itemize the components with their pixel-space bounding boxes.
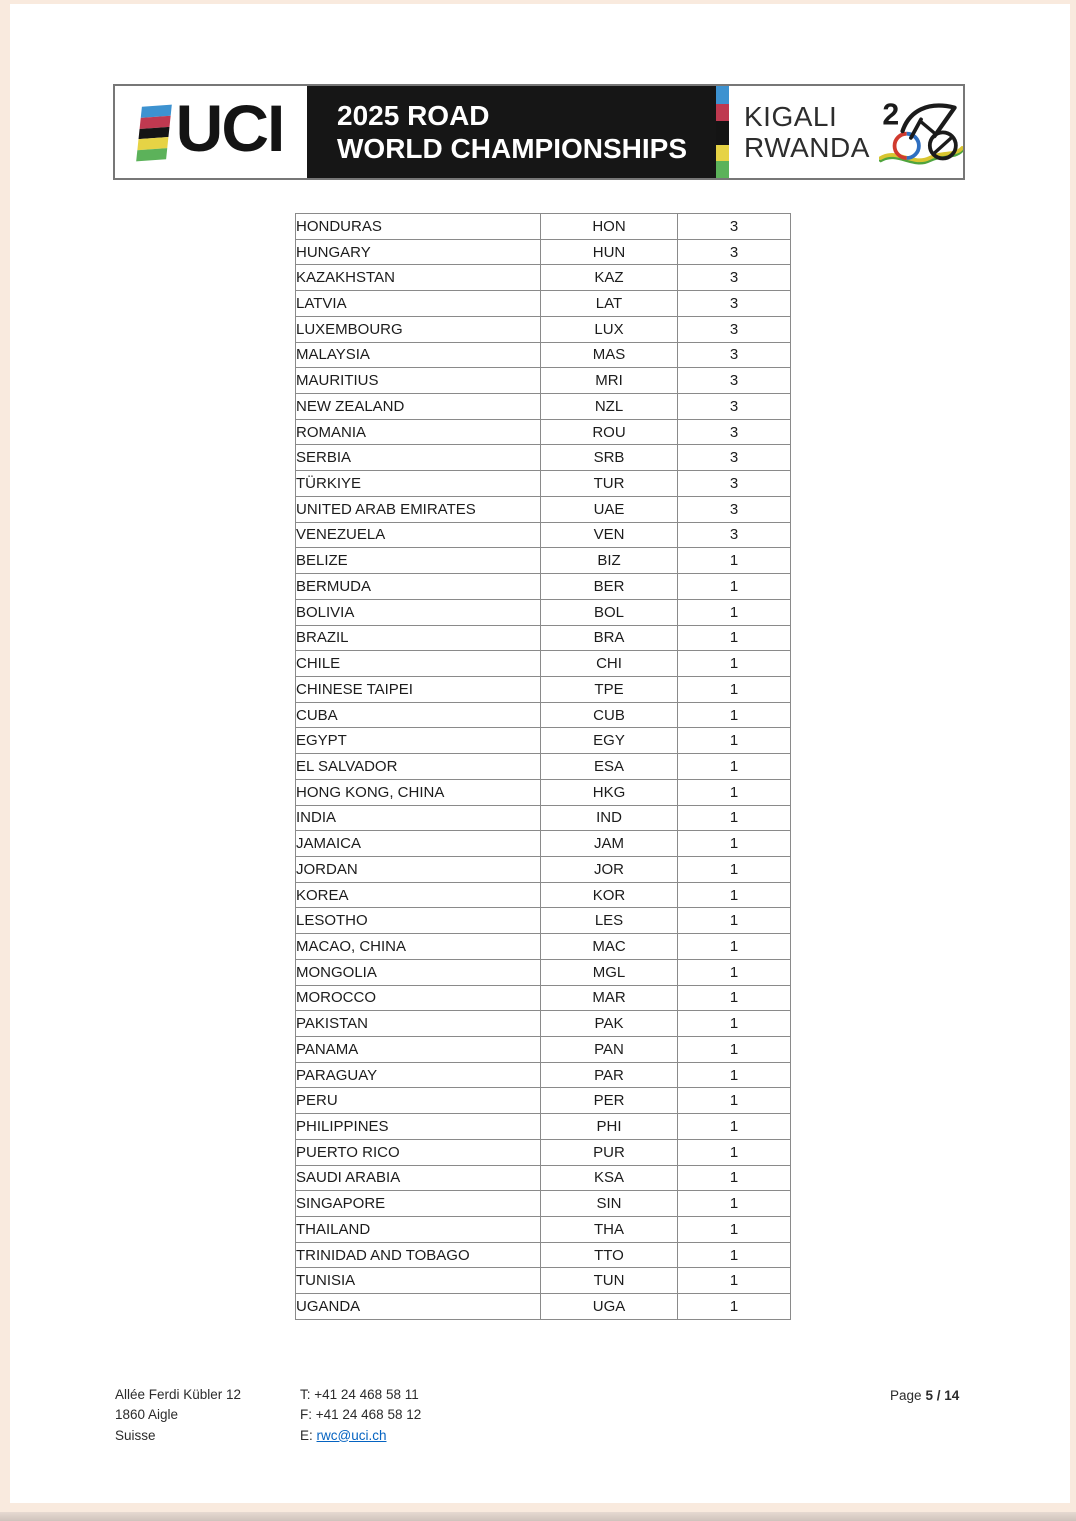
cell-code: EGY xyxy=(541,728,678,754)
cell-code: BIZ xyxy=(541,548,678,574)
cell-quota: 1 xyxy=(678,728,791,754)
cell-quota: 1 xyxy=(678,1294,791,1320)
address-line-street: Allée Ferdi Kübler 12 xyxy=(115,1387,242,1402)
cell-country: MACAO, CHINA xyxy=(296,934,541,960)
cell-code: KSA xyxy=(541,1165,678,1191)
rainbow-stripe xyxy=(716,121,729,144)
table-row xyxy=(296,291,791,317)
event-title-line2: WORLD CHAMPIONSHIPS xyxy=(337,133,687,164)
event-title-line1: 2025 ROAD xyxy=(337,99,490,131)
cell-quota: 3 xyxy=(678,496,791,522)
rainbow-stripe xyxy=(716,161,729,178)
cell-quota: 3 xyxy=(678,265,791,291)
cell-code: VEN xyxy=(541,522,678,548)
table-row xyxy=(296,651,791,677)
table-row xyxy=(296,239,791,265)
cell-country: PARAGUAY xyxy=(296,1062,541,1088)
table-row xyxy=(296,1088,791,1114)
cell-quota: 1 xyxy=(678,856,791,882)
cell-country: LESOTHO xyxy=(296,908,541,934)
cell-quota: 3 xyxy=(678,445,791,471)
cell-quota: 1 xyxy=(678,1268,791,1294)
table-row xyxy=(296,1217,791,1243)
cell-quota: 1 xyxy=(678,908,791,934)
nations-quota-table xyxy=(295,213,791,1320)
cell-quota: 1 xyxy=(678,599,791,625)
event-title xyxy=(307,86,716,178)
location-line2: RWANDA xyxy=(744,132,870,163)
cell-country: MALAYSIA xyxy=(296,342,541,368)
cell-country: BOLIVIA xyxy=(296,599,541,625)
table-row xyxy=(296,831,791,857)
uci-rainbow-stripes-icon xyxy=(136,105,172,162)
table-row xyxy=(296,1294,791,1320)
cell-code: NZL xyxy=(541,394,678,420)
table-row xyxy=(296,959,791,985)
email-link[interactable]: rwc@uci.ch xyxy=(316,1427,387,1443)
table-row xyxy=(296,1011,791,1037)
table-row xyxy=(296,265,791,291)
cell-country: MONGOLIA xyxy=(296,959,541,985)
cell-code: LES xyxy=(541,908,678,934)
table-row xyxy=(296,214,791,240)
cell-code: HKG xyxy=(541,779,678,805)
cell-code: KOR xyxy=(541,882,678,908)
cell-quota: 1 xyxy=(678,959,791,985)
cell-quota: 1 xyxy=(678,754,791,780)
cell-code: BRA xyxy=(541,625,678,651)
cell-quota: 1 xyxy=(678,676,791,702)
cell-country: INDIA xyxy=(296,805,541,831)
cell-quota: 1 xyxy=(678,1217,791,1243)
cell-country: LATVIA xyxy=(296,291,541,317)
cell-code: ESA xyxy=(541,754,678,780)
rainbow-stripe xyxy=(716,145,729,162)
cell-code: IND xyxy=(541,805,678,831)
cell-code: JOR xyxy=(541,856,678,882)
cell-code: PHI xyxy=(541,1114,678,1140)
cell-code: PAR xyxy=(541,1062,678,1088)
fax-line: F: +41 24 468 58 12 xyxy=(300,1407,422,1423)
cell-quota: 1 xyxy=(678,1242,791,1268)
cell-code: PAK xyxy=(541,1011,678,1037)
cell-quota: 1 xyxy=(678,934,791,960)
cell-code: SIN xyxy=(541,1191,678,1217)
cell-quota: 1 xyxy=(678,882,791,908)
cell-country: PERU xyxy=(296,1088,541,1114)
table-row xyxy=(296,394,791,420)
uci-wordmark: UCI xyxy=(175,91,284,166)
rainbow-divider-icon xyxy=(716,86,729,178)
cell-code: TTO xyxy=(541,1242,678,1268)
uci-logo xyxy=(115,86,307,178)
table-row xyxy=(296,805,791,831)
cell-quota: 1 xyxy=(678,651,791,677)
cell-country: TÜRKIYE xyxy=(296,471,541,497)
logo-digit-2: 2 xyxy=(882,98,900,132)
cell-country: VENEZUELA xyxy=(296,522,541,548)
table-row xyxy=(296,496,791,522)
table-row xyxy=(296,1037,791,1063)
table-row xyxy=(296,754,791,780)
cell-quota: 1 xyxy=(678,625,791,651)
table-row xyxy=(296,676,791,702)
cell-quota: 1 xyxy=(678,574,791,600)
cell-country: SAUDI ARABIA xyxy=(296,1165,541,1191)
cell-country: UNITED ARAB EMIRATES xyxy=(296,496,541,522)
cell-country: EL SALVADOR xyxy=(296,754,541,780)
table-row xyxy=(296,522,791,548)
cell-code: BOL xyxy=(541,599,678,625)
cell-country: TRINIDAD AND TOBAGO xyxy=(296,1242,541,1268)
cell-quota: 1 xyxy=(678,1139,791,1165)
cell-country: BELIZE xyxy=(296,548,541,574)
table-row xyxy=(296,702,791,728)
table-row xyxy=(296,1191,791,1217)
document-page xyxy=(10,4,1070,1503)
kigali-2025-cyclist-logo-icon xyxy=(879,94,963,170)
cell-country: MAURITIUS xyxy=(296,368,541,394)
cell-quota: 3 xyxy=(678,239,791,265)
cell-quota: 1 xyxy=(678,831,791,857)
cell-code: PUR xyxy=(541,1139,678,1165)
quota-table-body xyxy=(296,214,791,1320)
cell-country: MOROCCO xyxy=(296,985,541,1011)
cell-quota: 1 xyxy=(678,1062,791,1088)
cell-country: TUNISIA xyxy=(296,1268,541,1294)
cell-quota: 3 xyxy=(678,214,791,240)
cell-quota: 1 xyxy=(678,1191,791,1217)
cell-country: BERMUDA xyxy=(296,574,541,600)
table-row xyxy=(296,934,791,960)
footer-contact xyxy=(300,1385,421,1446)
table-row xyxy=(296,445,791,471)
footer-address xyxy=(115,1385,241,1446)
cell-country: PHILIPPINES xyxy=(296,1114,541,1140)
cell-code: ROU xyxy=(541,419,678,445)
table-row xyxy=(296,856,791,882)
address-line-country: Suisse xyxy=(115,1427,156,1443)
event-location-text xyxy=(744,101,870,164)
cell-country: KOREA xyxy=(296,882,541,908)
rainbow-stripe xyxy=(716,86,729,104)
cell-quota: 1 xyxy=(678,779,791,805)
cell-code: HON xyxy=(541,214,678,240)
cell-country: JORDAN xyxy=(296,856,541,882)
cell-code: MGL xyxy=(541,959,678,985)
table-row xyxy=(296,625,791,651)
cell-quota: 3 xyxy=(678,522,791,548)
cell-quota: 3 xyxy=(678,316,791,342)
event-location xyxy=(729,86,963,178)
cell-country: NEW ZEALAND xyxy=(296,394,541,420)
cell-code: MAC xyxy=(541,934,678,960)
cell-quota: 3 xyxy=(678,291,791,317)
cell-code: LAT xyxy=(541,291,678,317)
table-row xyxy=(296,1242,791,1268)
table-row xyxy=(296,1139,791,1165)
cell-country: EGYPT xyxy=(296,728,541,754)
page-value: 5 / 14 xyxy=(925,1388,960,1403)
cell-code: MRI xyxy=(541,368,678,394)
table-row xyxy=(296,1114,791,1140)
rainbow-stripe xyxy=(716,104,729,121)
cell-country: JAMAICA xyxy=(296,831,541,857)
cell-code: TPE xyxy=(541,676,678,702)
phone-line: T: +41 24 468 58 11 xyxy=(300,1387,419,1402)
cell-country: PUERTO RICO xyxy=(296,1139,541,1165)
cell-quota: 3 xyxy=(678,394,791,420)
table-row xyxy=(296,1165,791,1191)
cell-quota: 1 xyxy=(678,985,791,1011)
cell-country: UGANDA xyxy=(296,1294,541,1320)
table-row xyxy=(296,1062,791,1088)
cell-code: SRB xyxy=(541,445,678,471)
cell-code: BER xyxy=(541,574,678,600)
cell-country: SERBIA xyxy=(296,445,541,471)
cell-country: PAKISTAN xyxy=(296,1011,541,1037)
cell-country: BRAZIL xyxy=(296,625,541,651)
location-line1: KIGALI xyxy=(744,100,838,132)
cell-code: HUN xyxy=(541,239,678,265)
cell-country: SINGAPORE xyxy=(296,1191,541,1217)
cell-country: LUXEMBOURG xyxy=(296,316,541,342)
table-row xyxy=(296,471,791,497)
cell-quota: 1 xyxy=(678,1088,791,1114)
rainbow-stripe xyxy=(136,148,167,161)
cell-code: MAR xyxy=(541,985,678,1011)
cell-code: UAE xyxy=(541,496,678,522)
table-row xyxy=(296,779,791,805)
cell-quota: 3 xyxy=(678,342,791,368)
cell-quota: 3 xyxy=(678,368,791,394)
cell-quota: 1 xyxy=(678,1165,791,1191)
cell-country: ROMANIA xyxy=(296,419,541,445)
cell-country: PANAMA xyxy=(296,1037,541,1063)
table-row xyxy=(296,342,791,368)
cell-quota: 1 xyxy=(678,1037,791,1063)
cell-quota: 1 xyxy=(678,548,791,574)
event-banner xyxy=(113,84,965,180)
cell-country: THAILAND xyxy=(296,1217,541,1243)
cell-code: PER xyxy=(541,1088,678,1114)
cell-quota: 1 xyxy=(678,805,791,831)
table-row xyxy=(296,419,791,445)
cell-code: LUX xyxy=(541,316,678,342)
table-row xyxy=(296,728,791,754)
cell-code: KAZ xyxy=(541,265,678,291)
email-line xyxy=(300,1426,421,1446)
page-label: Page xyxy=(890,1388,922,1403)
viewer-bottom-edge xyxy=(0,1512,1076,1521)
cell-country: HUNGARY xyxy=(296,239,541,265)
cell-quota: 3 xyxy=(678,419,791,445)
email-label: E: xyxy=(300,1427,317,1443)
page-indicator xyxy=(890,1388,959,1403)
cell-code: JAM xyxy=(541,831,678,857)
cell-quota: 3 xyxy=(678,471,791,497)
cell-country: CHINESE TAIPEI xyxy=(296,676,541,702)
table-row xyxy=(296,1268,791,1294)
cell-country: CUBA xyxy=(296,702,541,728)
cell-country: CHILE xyxy=(296,651,541,677)
table-row xyxy=(296,316,791,342)
table-row xyxy=(296,882,791,908)
cell-code: PAN xyxy=(541,1037,678,1063)
cell-code: TUR xyxy=(541,471,678,497)
cell-country: HONG KONG, CHINA xyxy=(296,779,541,805)
table-row xyxy=(296,908,791,934)
cell-quota: 1 xyxy=(678,1114,791,1140)
cell-code: CUB xyxy=(541,702,678,728)
table-row xyxy=(296,985,791,1011)
cell-code: UGA xyxy=(541,1294,678,1320)
table-row xyxy=(296,368,791,394)
table-row xyxy=(296,574,791,600)
cell-quota: 1 xyxy=(678,702,791,728)
table-row xyxy=(296,548,791,574)
cell-code: THA xyxy=(541,1217,678,1243)
cell-code: MAS xyxy=(541,342,678,368)
cell-quota: 1 xyxy=(678,1011,791,1037)
cell-code: CHI xyxy=(541,651,678,677)
cell-country: KAZAKHSTAN xyxy=(296,265,541,291)
cell-code: TUN xyxy=(541,1268,678,1294)
table-row xyxy=(296,599,791,625)
cell-country: HONDURAS xyxy=(296,214,541,240)
address-line-city: 1860 Aigle xyxy=(115,1407,179,1423)
